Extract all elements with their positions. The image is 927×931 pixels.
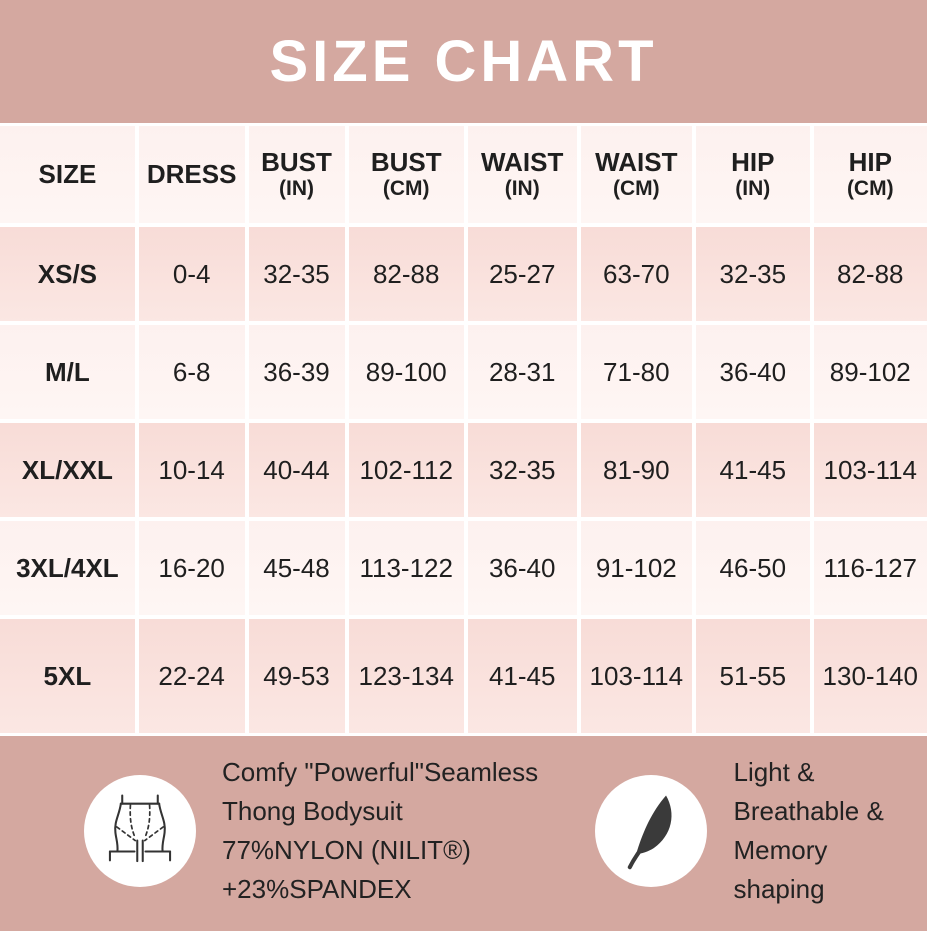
bodysuit-icon-circle: [84, 775, 196, 887]
value-cell: 103-114: [814, 423, 927, 517]
feather-icon-circle: [595, 775, 707, 887]
value-cell: 71-80: [581, 325, 693, 419]
value-cell: 40-44: [249, 423, 345, 517]
size-cell: 3XL/4XL: [0, 521, 135, 615]
value-cell: 113-122: [349, 521, 464, 615]
value-cell: 32-35: [468, 423, 577, 517]
header-cell-waist-cm: WAIST (CM): [581, 126, 693, 223]
header-cell-waist-in: WAIST (IN): [468, 126, 577, 223]
value-cell: 0-4: [139, 227, 245, 321]
value-cell: 81-90: [581, 423, 693, 517]
value-cell: 82-88: [814, 227, 927, 321]
material-line: Comfy "Powerful"Seamless: [222, 756, 539, 787]
value-cell: 51-55: [696, 619, 809, 733]
footer-right-group: [595, 753, 911, 909]
value-cell: 63-70: [581, 227, 693, 321]
feature-description: [733, 753, 911, 909]
value-cell: 32-35: [249, 227, 345, 321]
value-cell: 45-48: [249, 521, 345, 615]
material-line: Thong Bodysuit: [222, 795, 403, 826]
feature-line: Light & Breathable &: [733, 756, 884, 826]
value-cell: 82-88: [349, 227, 464, 321]
value-cell: 10-14: [139, 423, 245, 517]
value-cell: 22-24: [139, 619, 245, 733]
size-cell: M/L: [0, 325, 135, 419]
value-cell: 46-50: [696, 521, 809, 615]
size-cell: XL/XXL: [0, 423, 135, 517]
header-cell-bust-in: BUST (IN): [249, 126, 345, 223]
header-cell-bust-cm: BUST (CM): [349, 126, 464, 223]
value-cell: 91-102: [581, 521, 693, 615]
bodysuit-icon: [99, 790, 181, 872]
size-cell: 5XL: [0, 619, 135, 733]
value-cell: 130-140: [814, 619, 927, 733]
value-cell: 16-20: [139, 521, 245, 615]
value-cell: 123-134: [349, 619, 464, 733]
value-cell: 103-114: [581, 619, 693, 733]
value-cell: 89-100: [349, 325, 464, 419]
value-cell: 25-27: [468, 227, 577, 321]
value-cell: 116-127: [814, 521, 927, 615]
header-cell-dress: DRESS: [139, 126, 245, 223]
feather-icon: [610, 790, 692, 872]
title-band: [0, 0, 927, 123]
value-cell: 6-8: [139, 325, 245, 419]
feature-line: Memory shaping: [733, 834, 828, 904]
value-cell: 36-40: [468, 521, 577, 615]
value-cell: 102-112: [349, 423, 464, 517]
header-cell-size: SIZE: [0, 126, 135, 223]
page-title: SIZE CHART: [269, 29, 658, 94]
value-cell: 49-53: [249, 619, 345, 733]
footer-band: [0, 736, 927, 931]
header-cell-hip-in: HIP (IN): [696, 126, 809, 223]
value-cell: 28-31: [468, 325, 577, 419]
size-cell: XS/S: [0, 227, 135, 321]
value-cell: 32-35: [696, 227, 809, 321]
size-chart-table: [0, 123, 927, 736]
value-cell: 41-45: [696, 423, 809, 517]
value-cell: 89-102: [814, 325, 927, 419]
header-cell-hip-cm: HIP (CM): [814, 126, 927, 223]
material-line: 77%NYLON (NILIT®) +23%SPANDEX: [222, 834, 471, 904]
material-description: [222, 753, 595, 909]
value-cell: 41-45: [468, 619, 577, 733]
value-cell: 36-40: [696, 325, 809, 419]
value-cell: 36-39: [249, 325, 345, 419]
